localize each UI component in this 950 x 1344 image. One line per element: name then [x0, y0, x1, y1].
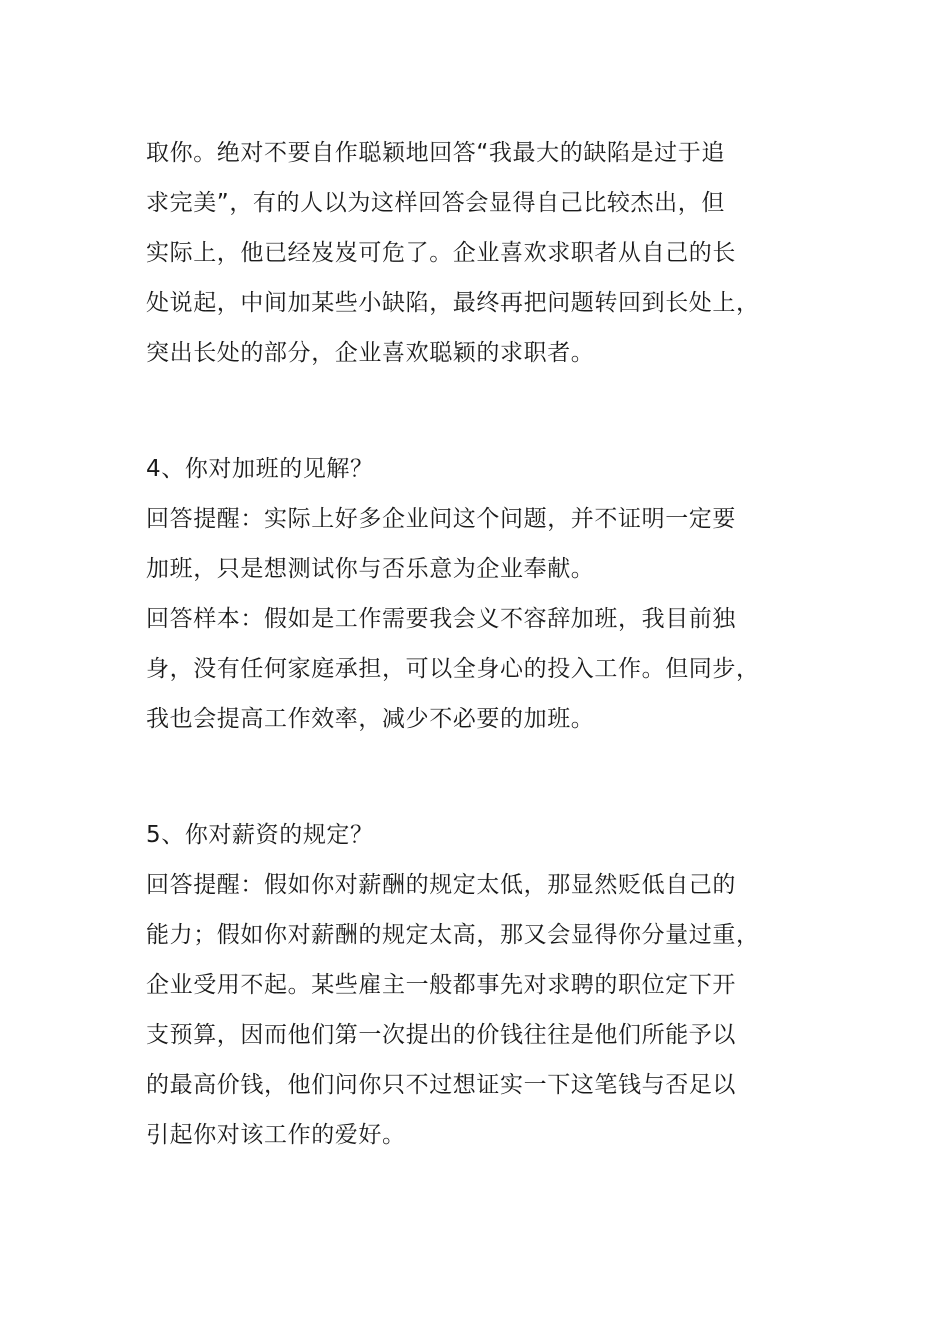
text-line: 求完美”，有的人以为这样回答会显得自己比较杰出，但 [146, 190, 725, 216]
text-line: 回答提醒：假如你对薪酬的规定太低，那显然贬低自己的 [146, 872, 736, 898]
text-line: 身，没有任何家庭承担，可以全身心的投入工作。但同步， [146, 656, 760, 682]
question-5-section [146, 810, 816, 1160]
section-spacer [146, 744, 816, 810]
section-spacer [146, 378, 816, 444]
text-line: 回答样本：假如是工作需要我会义不容辞加班，我目前独 [146, 606, 736, 632]
text-line: 加班，只是想测试你与否乐意为企业奉献。 [146, 556, 595, 582]
text-line: 回答提醒：实际上好多企业问这个问题，并不证明一定要 [146, 506, 736, 532]
text-line: 能力；假如你对薪酬的规定太高，那又会显得你分量过重， [146, 922, 760, 948]
text-line: 突出长处的部分，企业喜欢聪颖的求职者。 [146, 340, 595, 366]
text-line: 取你。绝对不要自作聪颖地回答“我最大的缺陷是过于追 [146, 140, 725, 166]
question-5-heading: 5、你对薪资的规定？ [146, 822, 374, 848]
intro-paragraph [146, 128, 816, 378]
text-line: 我也会提高工作效率，减少不必要的加班。 [146, 706, 595, 732]
text-line: 实际上，他已经岌岌可危了。企业喜欢求职者从自己的长 [146, 240, 736, 266]
text-line: 处说起，中间加某些小缺陷，最终再把问题转回到长处上， [146, 290, 760, 316]
text-line: 支预算，因而他们第一次提出的价钱往往是他们所能予以 [146, 1022, 736, 1048]
text-line: 企业受用不起。某些雇主一般都事先对求聘的职位定下开 [146, 972, 736, 998]
question-4-heading: 4、你对加班的见解？ [146, 456, 374, 482]
text-line: 的最高价钱，他们问你只不过想证实一下这笔钱与否足以 [146, 1072, 736, 1098]
question-4-section [146, 444, 816, 744]
document-body [146, 128, 816, 1160]
text-line: 引起你对该工作的爱好。 [146, 1122, 406, 1148]
